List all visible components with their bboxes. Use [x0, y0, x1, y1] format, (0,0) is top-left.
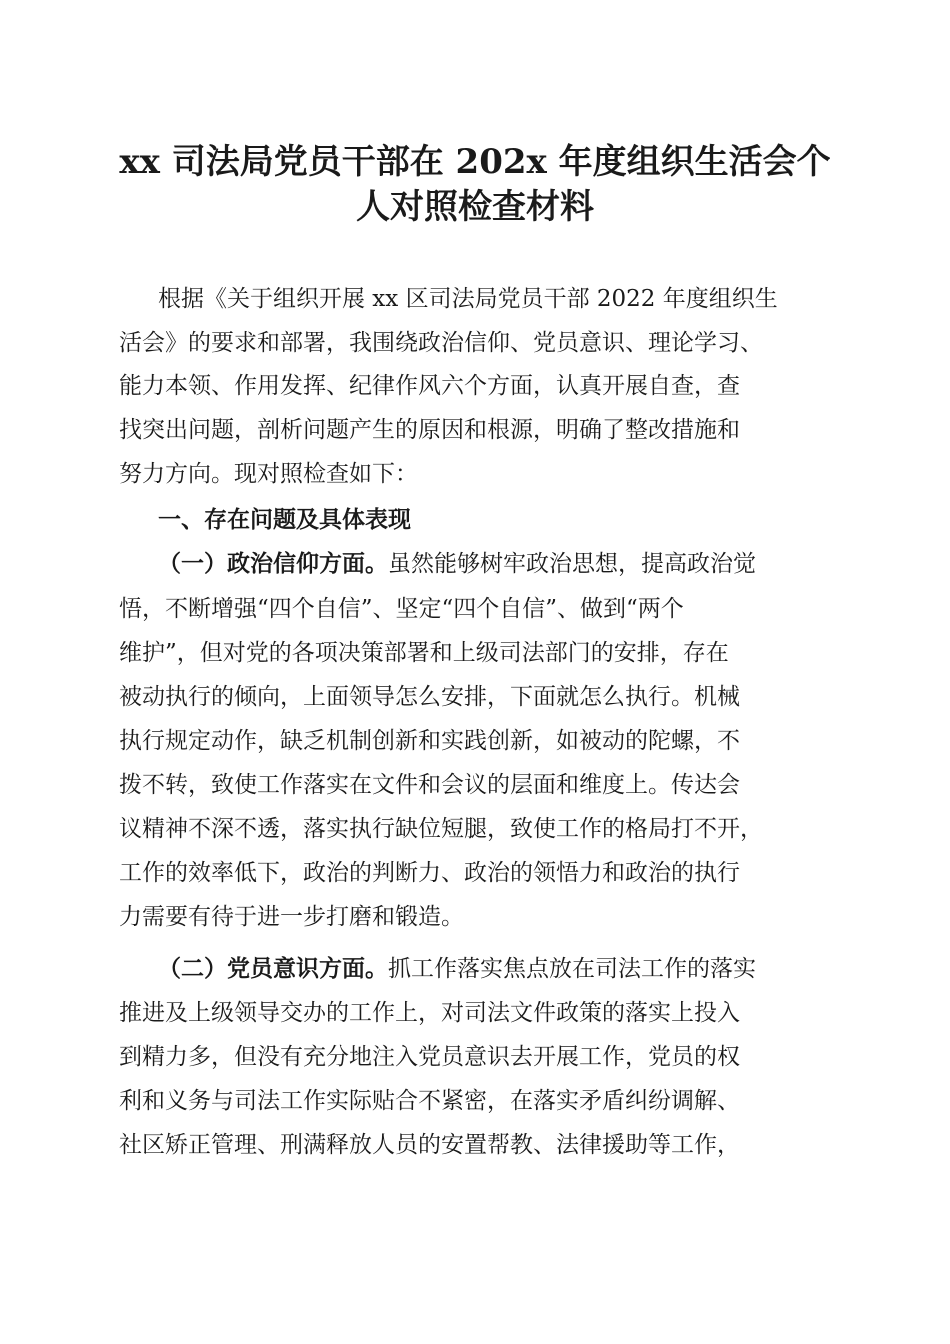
- section-1-heading: 一、存在问题及具体表现: [158, 507, 411, 533]
- item-2-lead: （二）党员意识方面。: [158, 956, 388, 982]
- document-title-line-1: xx 司法局党员干部在 202x 年度组织生活会个: [119, 142, 831, 182]
- intro-line-5: 努力方向。现对照检查如下：: [119, 461, 418, 487]
- document-title-line-2: 人对照检查材料: [356, 187, 594, 227]
- intro-line-1: 根据《关于组织开展 xx 区司法局党员干部 2022 年度组织生: [158, 286, 778, 312]
- item-1-line-2: 悟，不断增强“四个自信”、坚定“四个自信”、做到“两个: [119, 596, 684, 622]
- item-1-first-rest: 虽然能够树牢政治思想，提高政治觉: [388, 551, 756, 577]
- intro-line-2: 活会》的要求和部署，我围绕政治信仰、党员意识、理论学习、: [119, 330, 763, 356]
- item-1-line-4: 被动执行的倾向，上面领导怎么安排，下面就怎么执行。机械: [119, 684, 740, 710]
- item-1-line-5: 执行规定动作，缺乏机制创新和实践创新，如被动的陀螺，不: [119, 728, 740, 754]
- item-2-line-2: 推进及上级领导交办的工作上，对司法文件政策的落实上投入: [119, 1000, 740, 1026]
- item-1-line-6: 拨不转，致使工作落实在文件和会议的层面和维度上。传达会: [119, 772, 740, 798]
- intro-line-4: 找突出问题，剖析问题产生的原因和根源，明确了整改措施和: [119, 417, 740, 443]
- item-2-line-5: 社区矫正管理、刑满释放人员的安置帮教、法律援助等工作，: [119, 1132, 740, 1158]
- item-1-line-7: 议精神不深不透，落实执行缺位短腿，致使工作的格局打不开，: [119, 816, 763, 842]
- item-2-first-rest: 抓工作落实焦点放在司法工作的落实: [388, 956, 756, 982]
- item-1-lead: （一）政治信仰方面。: [158, 551, 388, 577]
- item-2-line-4: 利和义务与司法工作实际贴合不紧密，在落实矛盾纠纷调解、: [119, 1088, 740, 1114]
- item-1-line-8: 工作的效率低下，政治的判断力、政治的领悟力和政治的执行: [119, 860, 740, 886]
- item-1-line-1: [158, 549, 756, 579]
- item-1-line-9: 力需要有待于进一步打磨和锻造。: [119, 904, 464, 930]
- item-1-line-3: 维护”，但对党的各项决策部署和上级司法部门的安排，存在: [119, 640, 729, 666]
- item-2-line-1: [158, 954, 756, 984]
- item-2-line-3: 到精力多，但没有充分地注入党员意识去开展工作，党员的权: [119, 1044, 740, 1070]
- intro-line-3: 能力本领、作用发挥、纪律作风六个方面，认真开展自查，查: [119, 373, 740, 399]
